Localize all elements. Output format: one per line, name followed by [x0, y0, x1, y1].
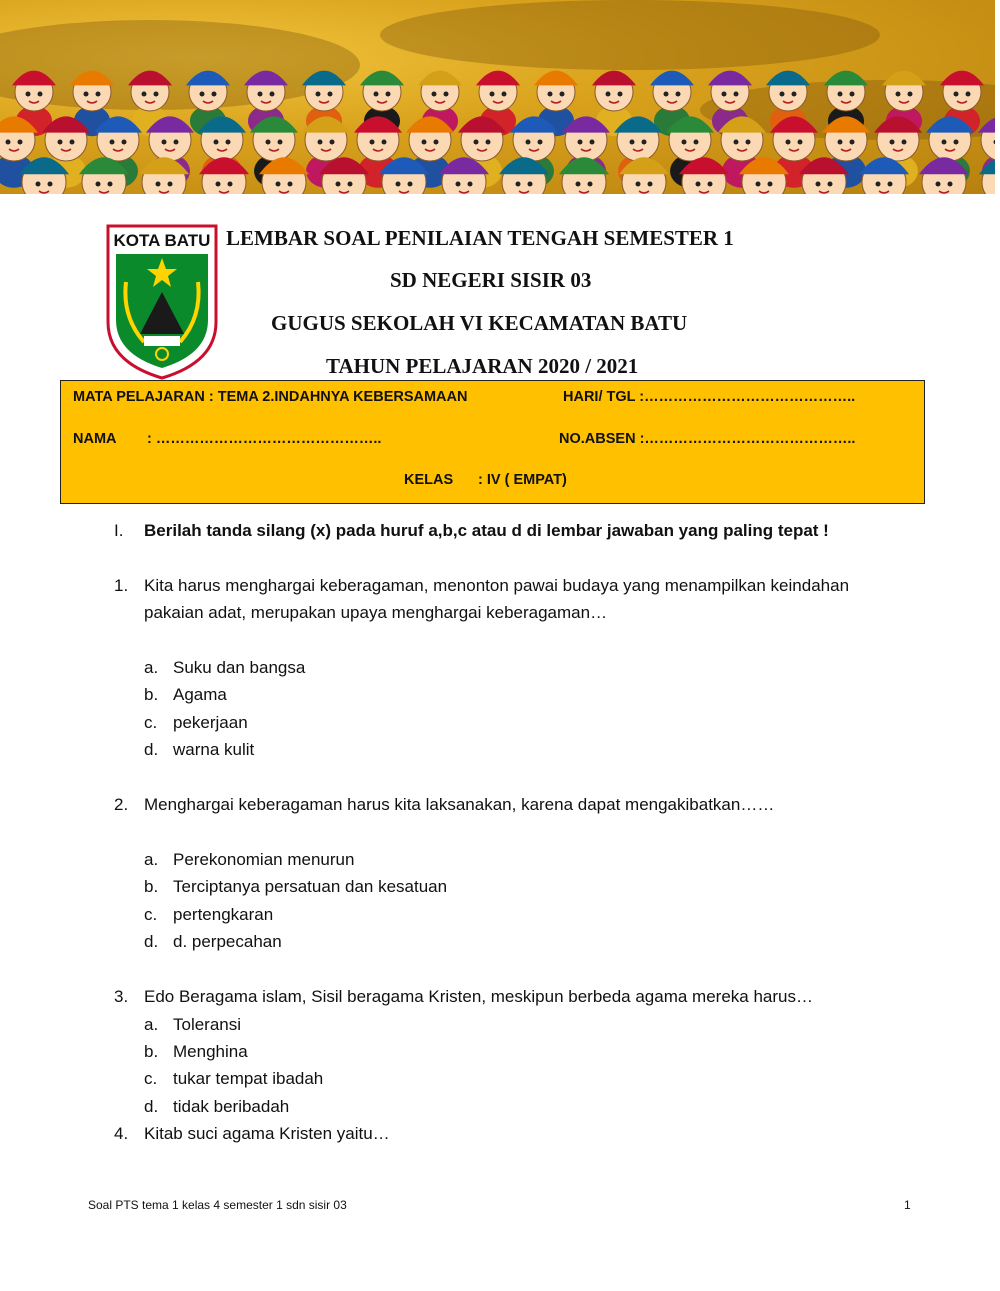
option-text[interactable]: Menghina — [173, 1042, 248, 1061]
option-letter: b. — [144, 685, 159, 704]
question-text: Kitab suci agama Kristen yaitu… — [144, 1124, 390, 1143]
kota-batu-logo — [104, 222, 220, 380]
attendance-number-field[interactable]: NO.ABSEN :…………………………………….. — [559, 431, 856, 447]
option-letter: a. — [144, 658, 159, 677]
header-banner — [0, 0, 995, 194]
cluster-name: GUGUS SEKOLAH VI KECAMATAN BATU — [271, 311, 688, 335]
name-label: NAMA — [73, 431, 117, 447]
student-info-box — [60, 380, 925, 504]
option-letter: a. — [144, 1015, 159, 1034]
option-letter: b. — [144, 877, 159, 896]
subject-label: MATA PELAJARAN : TEMA 2.INDAHNYA KEBERSAMAAN — [73, 389, 468, 405]
option-text[interactable]: Terciptanya persatuan dan kesatuan — [173, 877, 448, 896]
question-text: Kita harus menghargai keberagaman, menonton pawai budaya yang menampilkan keindahan — [144, 576, 850, 595]
question-number: 3. — [114, 987, 129, 1006]
name-field[interactable]: : ……………………………………….. — [147, 431, 382, 447]
section-number: I. — [114, 521, 124, 540]
question-number: 1. — [114, 576, 129, 595]
option-text[interactable]: pertengkaran — [173, 905, 274, 924]
option-letter: c. — [144, 1069, 158, 1088]
option-letter: a. — [144, 850, 159, 869]
cultural-children-illustration-icon — [0, 0, 995, 194]
option-text[interactable]: pekerjaan — [173, 713, 248, 732]
question-text: pakaian adat, merupakan upaya menghargai keberagaman… — [144, 603, 608, 622]
class-value: : IV ( EMPAT) — [478, 472, 567, 488]
option-text[interactable]: tukar tempat ibadah — [173, 1069, 324, 1088]
option-text[interactable]: Perekonomian menurun — [173, 850, 355, 869]
option-letter: c. — [144, 905, 158, 924]
option-letter: c. — [144, 713, 158, 732]
option-text[interactable]: Suku dan bangsa — [173, 658, 306, 677]
option-letter: d. — [144, 932, 159, 951]
option-text[interactable]: tidak beribadah — [173, 1097, 290, 1116]
question-text: Edo Beragama islam, Sisil beragama Kristen, meskipun berbeda agama mereka harus… — [144, 987, 813, 1006]
option-letter: d. — [144, 1097, 159, 1116]
option-text[interactable]: warna kulit — [173, 740, 255, 759]
footer-text: Soal PTS tema 1 kelas 4 semester 1 sdn sisir 03 — [88, 1198, 347, 1212]
section-instruction: Berilah tanda silang (x) pada huruf a,b,c atau d di lembar jawaban yang paling tepat ! — [144, 521, 829, 540]
question-text: Menghargai keberagaman harus kita laksanakan, karena dapat mengakibatkan…… — [144, 795, 775, 814]
option-letter: b. — [144, 1042, 159, 1061]
class-label: KELAS — [404, 472, 454, 488]
date-field[interactable]: HARI/ TGL :…………………………………….. — [563, 389, 856, 405]
page-number: 1 — [904, 1198, 911, 1212]
question-number: 4. — [114, 1124, 129, 1143]
school-name: SD NEGERI SISIR 03 — [390, 268, 592, 292]
question-number: 2. — [114, 795, 129, 814]
option-text[interactable]: d. perpecahan — [173, 932, 282, 951]
option-text[interactable]: Agama — [173, 685, 227, 704]
title-line-1: LEMBAR SOAL PENILAIAN TENGAH SEMESTER 1 — [226, 226, 734, 250]
option-text[interactable]: Toleransi — [173, 1015, 242, 1034]
logo-text: KOTA BATU — [113, 231, 211, 250]
option-letter: d. — [144, 740, 159, 759]
academic-year: TAHUN PELAJARAN 2020 / 2021 — [326, 354, 639, 378]
